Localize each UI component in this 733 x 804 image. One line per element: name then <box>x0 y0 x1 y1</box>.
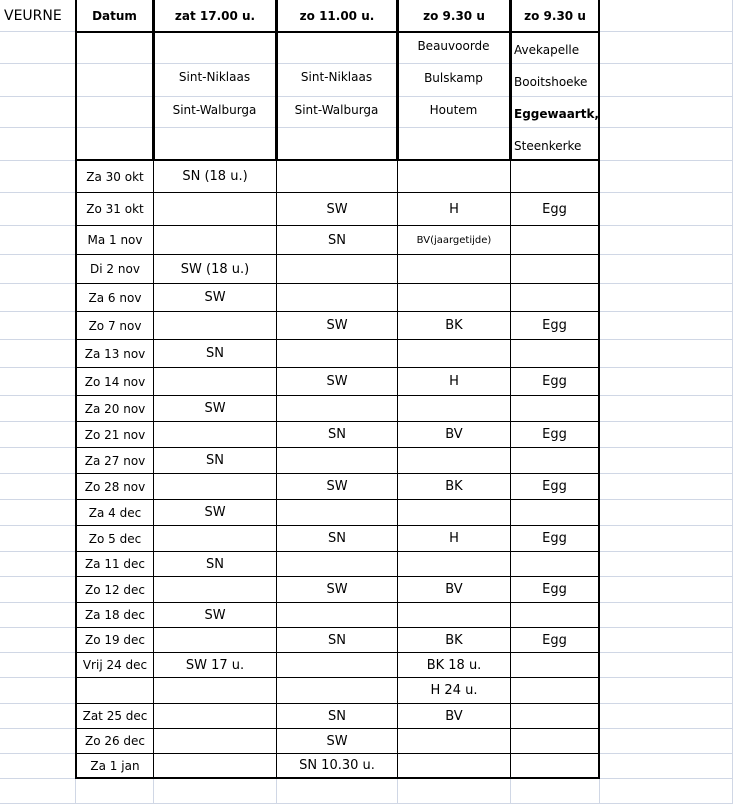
header-cell[interactable]: zo 11.00 u. <box>276 0 398 33</box>
schedule-cell[interactable] <box>510 339 600 368</box>
schedule-cell[interactable] <box>510 225 600 255</box>
date-cell[interactable]: Zo 7 nov <box>75 311 154 340</box>
schedule-cell[interactable]: Egg <box>510 525 600 552</box>
schedule-cell[interactable]: BV <box>397 703 511 729</box>
schedule-cell[interactable] <box>153 311 277 340</box>
location-name: Sint-Niklaas <box>300 70 373 84</box>
date-cell[interactable]: Zat 25 dec <box>75 703 154 729</box>
schedule-cell[interactable] <box>276 652 398 678</box>
location-name: Houtem <box>429 103 478 117</box>
schedule-cell[interactable]: SN <box>276 525 398 552</box>
schedule-cell[interactable] <box>276 447 398 474</box>
schedule-cell[interactable]: SN (18 u.) <box>153 160 277 193</box>
schedule-cell[interactable] <box>276 499 398 526</box>
date-cell[interactable]: Za 4 dec <box>75 499 154 526</box>
header-cell[interactable]: Datum <box>75 0 154 33</box>
schedule-cell[interactable]: SN <box>153 339 277 368</box>
schedule-cell[interactable] <box>153 576 277 603</box>
date-cell[interactable]: Zo 14 nov <box>75 367 154 396</box>
schedule-cell[interactable] <box>510 753 600 779</box>
location-block-cell[interactable] <box>153 31 277 161</box>
schedule-cell[interactable]: H <box>397 525 511 552</box>
schedule-cell[interactable]: Egg <box>510 367 600 396</box>
date-cell[interactable]: Za 18 dec <box>75 602 154 628</box>
schedule-cell[interactable]: BV <box>397 421 511 448</box>
schedule-cell[interactable] <box>276 160 398 193</box>
schedule-cell[interactable] <box>397 254 511 284</box>
schedule-cell[interactable] <box>397 551 511 577</box>
schedule-cell[interactable]: SW <box>276 367 398 396</box>
header-cell[interactable]: zo 9.30 u <box>510 0 600 33</box>
schedule-cell[interactable]: Egg <box>510 311 600 340</box>
schedule-cell[interactable] <box>397 499 511 526</box>
schedule-cell[interactable]: SW <box>153 395 277 422</box>
schedule-cell[interactable]: Egg <box>510 627 600 653</box>
schedule-cell[interactable] <box>510 499 600 526</box>
schedule-cell[interactable] <box>510 703 600 729</box>
date-cell[interactable]: Zo 19 dec <box>75 627 154 653</box>
schedule-cell[interactable]: SW <box>153 499 277 526</box>
schedule-cell[interactable]: SW <box>276 311 398 340</box>
schedule-cell[interactable]: BK <box>397 311 511 340</box>
date-cell[interactable] <box>75 677 154 704</box>
schedule-cell[interactable]: Egg <box>510 192 600 226</box>
location-block-cell[interactable] <box>75 31 154 161</box>
date-cell[interactable]: Za 20 nov <box>75 395 154 422</box>
location-name: Sint-Walburga <box>294 103 379 117</box>
schedule-cell[interactable] <box>153 473 277 500</box>
schedule-cell[interactable] <box>153 367 277 396</box>
schedule-cell[interactable]: Egg <box>510 421 600 448</box>
schedule-cell[interactable] <box>153 728 277 754</box>
schedule-cell[interactable]: SN <box>276 627 398 653</box>
schedule-cell[interactable] <box>276 283 398 312</box>
date-cell[interactable]: Zo 12 dec <box>75 576 154 603</box>
date-cell[interactable]: Di 2 nov <box>75 254 154 284</box>
date-cell[interactable]: Vrij 24 dec <box>75 652 154 678</box>
date-cell[interactable]: Zo 5 dec <box>75 525 154 552</box>
location-name: Steenkerke <box>514 139 582 153</box>
schedule-cell[interactable]: SN <box>276 225 398 255</box>
schedule-cell[interactable] <box>397 602 511 628</box>
date-cell[interactable]: Ma 1 nov <box>75 225 154 255</box>
date-cell[interactable]: Zo 28 nov <box>75 473 154 500</box>
schedule-cell[interactable]: Egg <box>510 473 600 500</box>
schedule-cell[interactable] <box>276 602 398 628</box>
schedule-cell[interactable] <box>510 283 600 312</box>
schedule-cell[interactable] <box>510 728 600 754</box>
sheet-title[interactable]: VEURNE <box>4 7 62 24</box>
schedule-cell[interactable] <box>510 602 600 628</box>
schedule-cell[interactable] <box>397 160 511 193</box>
date-cell[interactable]: Zo 31 okt <box>75 192 154 226</box>
location-name: Sint-Walburga <box>172 103 257 117</box>
schedule-cell[interactable] <box>153 703 277 729</box>
header-cell[interactable]: zat 17.00 u. <box>153 0 277 33</box>
date-cell[interactable]: Zo 26 dec <box>75 728 154 754</box>
location-name: Booitshoeke <box>514 75 588 89</box>
header-cell[interactable]: zo 9.30 u <box>397 0 511 33</box>
schedule-cell[interactable]: SW <box>153 283 277 312</box>
schedule-cell[interactable]: SN <box>153 551 277 577</box>
schedule-cell[interactable] <box>397 447 511 474</box>
schedule-cell[interactable]: SW <box>276 728 398 754</box>
schedule-cell[interactable]: H <box>397 367 511 396</box>
schedule-cell[interactable]: BV <box>397 576 511 603</box>
schedule-cell[interactable] <box>510 551 600 577</box>
schedule-cell[interactable] <box>510 677 600 704</box>
schedule-cell[interactable] <box>153 525 277 552</box>
schedule-cell[interactable]: SW 17 u. <box>153 652 277 678</box>
schedule-cell[interactable] <box>510 254 600 284</box>
date-cell[interactable]: Za 1 jan <box>75 753 154 779</box>
date-cell[interactable]: Za 11 dec <box>75 551 154 577</box>
schedule-cell[interactable] <box>510 447 600 474</box>
schedule-cell[interactable] <box>276 395 398 422</box>
schedule-cell[interactable] <box>397 753 511 779</box>
schedule-cell[interactable] <box>397 283 511 312</box>
schedule-cell[interactable]: BK <box>397 473 511 500</box>
schedule-cell[interactable] <box>276 254 398 284</box>
location-name: Avekapelle <box>514 43 580 57</box>
schedule-cell[interactable] <box>153 421 277 448</box>
schedule-cell[interactable]: SW <box>153 602 277 628</box>
schedule-cell[interactable]: H <box>397 192 511 226</box>
schedule-cell[interactable]: BK <box>397 627 511 653</box>
date-cell[interactable]: Za 30 okt <box>75 160 154 193</box>
schedule-cell[interactable] <box>397 395 511 422</box>
schedule-cell[interactable]: BK 18 u. <box>397 652 511 678</box>
schedule-cell[interactable] <box>510 395 600 422</box>
schedule-cell[interactable]: SN <box>153 447 277 474</box>
schedule-cell[interactable]: Egg <box>510 576 600 603</box>
schedule-cell[interactable] <box>276 339 398 368</box>
schedule-cell[interactable]: SN <box>276 703 398 729</box>
date-cell[interactable]: Zo 21 nov <box>75 421 154 448</box>
schedule-cell[interactable]: SN 10.30 u. <box>276 753 398 779</box>
schedule-cell[interactable]: SW (18 u.) <box>153 254 277 284</box>
schedule-cell[interactable] <box>276 677 398 704</box>
location-name: Eggewaartk, <box>514 107 599 121</box>
location-name: Bulskamp <box>424 71 483 85</box>
schedule-cell[interactable]: SW <box>276 576 398 603</box>
schedule-cell[interactable] <box>153 677 277 704</box>
schedule-cell[interactable]: SN <box>276 421 398 448</box>
schedule-cell[interactable] <box>153 627 277 653</box>
schedule-cell[interactable] <box>153 225 277 255</box>
schedule-cell[interactable]: H 24 u. <box>397 677 511 704</box>
date-cell[interactable]: Za 13 nov <box>75 339 154 368</box>
schedule-cell[interactable] <box>397 728 511 754</box>
schedule-cell[interactable] <box>510 652 600 678</box>
location-name: Beauvoorde <box>417 39 490 53</box>
location-block-cell[interactable] <box>276 31 398 161</box>
schedule-cell[interactable] <box>397 339 511 368</box>
schedule-cell[interactable]: BV(jaargetijde) <box>397 225 511 255</box>
schedule-cell[interactable]: SW <box>276 473 398 500</box>
schedule-cell[interactable] <box>510 160 600 193</box>
date-cell[interactable]: Za 6 nov <box>75 283 154 312</box>
date-cell[interactable]: Za 27 nov <box>75 447 154 474</box>
schedule-cell[interactable] <box>153 753 277 779</box>
schedule-cell[interactable] <box>153 192 277 226</box>
location-name: Sint-Niklaas <box>178 70 251 84</box>
schedule-cell[interactable]: SW <box>276 192 398 226</box>
schedule-cell[interactable] <box>276 551 398 577</box>
